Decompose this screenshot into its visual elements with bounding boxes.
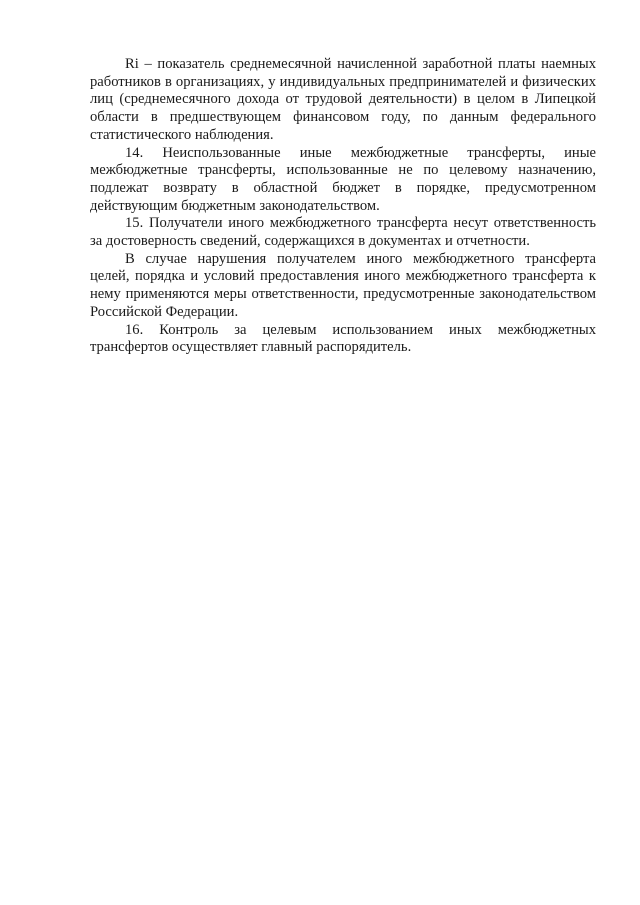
paragraph-violation: В случае нарушения получателем иного межбюджетного трансферта целей, порядка и условий предоставления иного межбюджетного трансферта к нему применяются меры ответственности, предусмотренные законодательством Российской Федерации. (90, 250, 596, 320)
document-body (90, 56, 596, 357)
paragraph-16: 16. Контроль за целевым использованием иных межбюджетных трансфертов осуществляет главный распорядитель. (90, 321, 596, 356)
paragraph-14: 14. Неиспользованные иные межбюджетные трансферты, иные межбюджетные трансферты, использованные не по целевому назначению, подлежат возврату в областной бюджет в порядке, предусмотренном действующим бюджетным законодательством. (90, 144, 596, 214)
paragraph-ri-definition: Ri – показатель среднемесячной начисленной заработной платы наемных работников в организациях, у индивидуальных предпринимателей и физических лиц (среднемесячного дохода от трудовой деятельности) в целом в Липецкой области в предшествующем финансовом году, по данным федерального статистического наблюдения. (90, 56, 596, 143)
paragraph-15: 15. Получатели иного межбюджетного трансферта несут ответственность за достоверность сведений, содержащихся в документах и отчетности. (90, 215, 596, 250)
